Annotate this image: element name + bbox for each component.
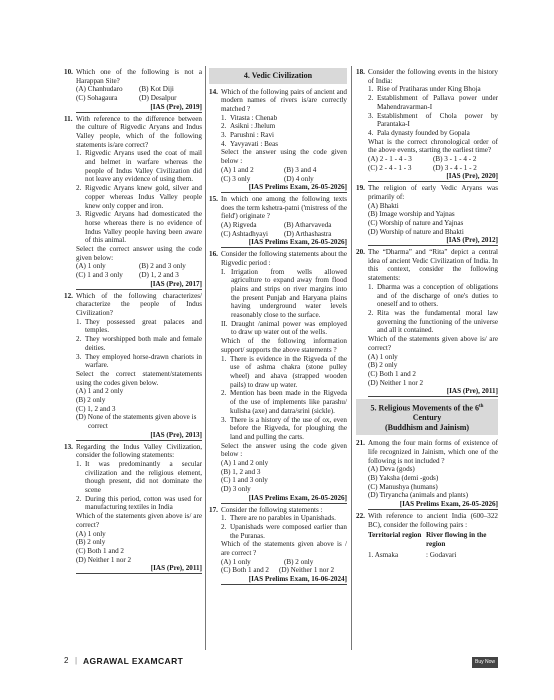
column-1 — [64, 68, 202, 576]
question-17 — [209, 506, 347, 585]
question-20 — [356, 248, 498, 397]
source-citation: [IAS Prelims Exam, 26-05-2026] — [221, 494, 347, 504]
options-row — [221, 166, 347, 175]
statement: 3. Parushni : Ravi — [221, 131, 275, 140]
page-footer — [64, 656, 498, 670]
statement: 3. There is a history of the use of ox, even before the Rigveda, for ploughing the land and pulling the carts. — [221, 415, 347, 441]
question-12 — [64, 292, 202, 441]
column-header: Territorial region — [368, 531, 422, 540]
statement: 2. Asikni : Jhelum — [221, 122, 276, 131]
instruction: Select the answer using the code given below : — [221, 148, 347, 166]
option: (B) Image worship and Yajnas — [368, 210, 455, 219]
column-3 — [356, 68, 498, 560]
option: (C) Both 1 and 2 — [368, 369, 416, 378]
question-14 — [209, 88, 347, 193]
option: (C) 2 - 4 - 1 - 3 — [368, 163, 412, 172]
option: (A) Deva (gods) — [368, 465, 415, 474]
options-row — [76, 262, 202, 271]
question-13 — [64, 443, 202, 575]
instruction: Which of the statements given above is / are correct ? — [221, 540, 347, 558]
question-text: Consider the following statements : — [221, 505, 323, 514]
section-heading: 5. Religious Movements of the 6th Century (Buddhism and Jainism) — [356, 399, 498, 435]
source-citation: [IAS Prelims Exam, 26-05-2026] — [221, 183, 347, 193]
option: (A) 1 and 2 only — [221, 459, 269, 468]
option: (D) Tiryancha (animals and plants) — [368, 491, 468, 500]
question-21 — [356, 439, 498, 510]
option: (C) Ashtadhyayi — [221, 229, 269, 238]
source-citation: [IAS (Pre), 2017] — [76, 280, 202, 290]
option: (D) 3 only — [221, 485, 251, 494]
pairs-table-row — [368, 551, 498, 560]
statement: 2. Mention has been made in the Rigveda of the use of implements like parashu/ kulisha (axe) and datra/srini (sickle). — [221, 389, 347, 415]
question-number: 14. — [209, 87, 218, 96]
option: (C) 1 and 3 only — [221, 476, 268, 485]
option: (A) 1 only — [76, 529, 106, 538]
question-15 — [209, 195, 347, 248]
option: (B) 2 only — [368, 361, 398, 370]
column-divider — [205, 66, 206, 650]
instruction: Which of the statements given above is/ are correct? — [368, 335, 498, 352]
option: (A) Bhakti — [368, 201, 399, 210]
question-number: 18. — [356, 68, 365, 76]
question-10 — [64, 68, 202, 113]
instruction: Select the answer using the code given below : — [221, 441, 347, 459]
instruction: Which of the statements given above is/ are correct? — [76, 512, 202, 529]
option: (C) 1, 2 and 3 — [76, 404, 116, 413]
options-row — [76, 94, 202, 103]
statement: 1. Rigvedic Aryans used the coat of mail and helmet in warfare whereas the people of Indus Valley Civilization did not leave any evidence of using them. — [76, 149, 202, 184]
source-citation: [IAS (Pre), 2012] — [368, 236, 498, 246]
option: (B) 3 - 1 - 4 - 2 — [433, 155, 477, 164]
option: (D) Neither 1 nor 2 — [76, 555, 132, 564]
question-number: 20. — [356, 248, 365, 257]
statement: 1. There are no parables in Upanishads. — [221, 514, 336, 523]
option: (C) Both 1 and 2 — [221, 566, 269, 575]
publisher-logo: AGRAWAL EXAMCART — [83, 656, 184, 666]
question-number: 11. — [64, 114, 73, 123]
source-citation: [IAS Prelims Exam, 26-05-2026] — [368, 500, 498, 510]
option: (D) Worship of nature and Bhakti — [368, 227, 464, 236]
statement: 1. There is evidence in the Rigveda of the use of ashma chakra (stone pulley wheel) and ahava (strapped wooden pails) to draw up water. — [221, 354, 347, 389]
option: (A) 2 - 1 - 4 - 3 — [368, 155, 412, 164]
instruction: Select the correct statement/statements using the codes given below. — [76, 369, 202, 387]
statement: 2. Upanishads were composed earlier than the Puranas. — [221, 522, 347, 540]
statement: 1. It was predominantly a secular civilization and the religious element, though present, did not dominate the scene — [76, 459, 202, 495]
options-row — [221, 558, 347, 567]
question-number: 21. — [356, 439, 365, 448]
statement: I. Irrigation from wells allowed agriculture to expand away from flood plains and strips on river margins into the present Punjab and Haryana plains having underground water levels reasonably close to the surface. — [221, 267, 347, 320]
option: (C) Sohagaura — [76, 94, 118, 103]
option: (D) 3 - 4 - 1 - 2 — [433, 163, 477, 172]
option: (B) 2 only — [284, 557, 314, 566]
question-text: Among the four main forms of existence of life recognized in Jainism, which one of the following is not included ? — [368, 439, 498, 465]
option: (B) Yaksha (demi -gods) — [368, 473, 439, 482]
option: (B) Atharvaveda — [284, 221, 332, 230]
options-row — [221, 566, 347, 575]
question-number: 16. — [209, 250, 218, 259]
option: (B) 2 and 3 only — [139, 262, 186, 271]
option: (B) 2 only — [76, 538, 106, 547]
statement: 1. They possessed great palaces and temples. — [76, 317, 202, 335]
option: (D) Neither 1 nor 2 — [278, 566, 335, 575]
option: (D) Neither 1 nor 2 — [368, 378, 424, 387]
question-number: 17. — [209, 505, 218, 514]
option: (B) 2 only — [76, 396, 106, 405]
section-heading: 4. Vedic Civilization — [209, 68, 347, 84]
statement: 2. During this period, cotton was used for manufacturing textiles in India — [76, 494, 202, 512]
question-22 — [356, 512, 498, 560]
source-citation: [IAS Prelims Exam, 16-06-2024] — [221, 575, 347, 585]
option: (D) 4 only — [284, 174, 314, 183]
statement: 2. Rigvedic Aryans knew gold, silver and copper whereas Indus Valley people knew only copper and iron. — [76, 184, 202, 210]
pairs-table-header — [368, 531, 498, 548]
statement: 1. Rise of Pratiharas under King Bhoja — [368, 85, 481, 94]
instruction: Select the correct answer using the code given below: — [76, 245, 202, 262]
column-divider — [351, 66, 352, 650]
statement: 4. Pala dynasty founded by Gopala — [368, 128, 470, 137]
option: (B) Kot Diji — [139, 85, 174, 94]
question-number: 15. — [209, 194, 218, 203]
table-cell: 1. Asmaka — [368, 550, 399, 559]
question-number: 12. — [64, 291, 73, 300]
question-11 — [64, 115, 202, 290]
option: (C) 3 only — [221, 174, 251, 183]
question-text: Which one of the following is not a Harappan Site? — [76, 68, 202, 85]
statement: 3. Establishment of Chola power by Parantaka-I — [368, 111, 498, 129]
question-text: With reference to the difference between the culture of Rigvedic Aryans and Indus Valley people, which of the following statements is/are correct? — [76, 114, 202, 149]
question-number: 22. — [356, 511, 365, 520]
column-header: River flowing in the region — [426, 531, 487, 548]
options-row — [221, 221, 347, 230]
question-text: Consider the following events in the history of India: — [368, 68, 498, 85]
question-text: In which one among the following texts does the term kshetra-patni ('mistress of the field') originate ? — [221, 194, 347, 221]
table-cell: : Godavari — [426, 550, 457, 559]
question-text: Regarding the Indus Valley Civilization, consider the following statements: — [76, 442, 202, 460]
statement: 2. Rita was the fundamental moral law governing the functioning of the universe and all it contained. — [368, 308, 498, 335]
source-citation: [IAS Prelims Exam, 26-05-2026] — [221, 238, 347, 248]
source-citation: [IAS (Pre), 2020] — [368, 172, 498, 182]
option: (C) Worship of nature and Yajnas — [368, 218, 464, 227]
option: (D) 1, 2 and 3 — [139, 271, 179, 280]
source-citation: [IAS (Pre), 2011] — [368, 387, 498, 397]
question-19 — [356, 184, 498, 246]
buy-now-badge[interactable]: Buy Now — [472, 657, 498, 668]
statement: II. Draught /animal power was employed to draw up water out of the wells. — [221, 319, 347, 337]
instruction: What is the correct chronological order of the above events, starting the earliest time? — [368, 137, 498, 155]
column-2 — [209, 68, 347, 587]
statement: 2. They worshipped both male and female deities. — [76, 335, 202, 352]
page-number: 2 — [64, 656, 69, 665]
question-text: Which of the following pairs of ancient and modern names of rivers is/are correctly matched ? — [221, 87, 347, 113]
separator: | — [75, 656, 78, 665]
question-number: 13. — [64, 442, 73, 451]
question-number: 19. — [356, 184, 365, 193]
statement: 3. Rigvedic Aryans had domesticated the horse whereas there is no evidence of Indus Valley people having been aware of this animal. — [76, 210, 202, 245]
option: (D) Arthashastra — [284, 229, 332, 238]
option: (A) Chanhudaro — [76, 85, 123, 94]
statement: 1. Dharma was a conception of obligations and of the discharge of one's duties to oneself and to others. — [368, 282, 498, 309]
options-row — [368, 164, 498, 173]
option: (B) 1, 2 and 3 — [221, 467, 261, 476]
options-row — [221, 175, 347, 184]
option: (B) 3 and 4 — [284, 165, 317, 174]
option: (A) 1 only — [221, 557, 251, 566]
question-number: 10. — [64, 68, 73, 76]
question-16 — [209, 250, 347, 503]
source-citation: [IAS (Pre), 2019] — [76, 103, 202, 113]
question-text: With reference to ancient India (600–322 BC), consider the following pairs : — [368, 511, 498, 529]
question-text: Consider the following statements about the Rigvedic period : — [221, 250, 347, 267]
options-row — [221, 230, 347, 239]
question-18 — [356, 68, 498, 182]
option: (A) Rigveda — [221, 221, 257, 230]
options-row — [368, 155, 498, 164]
option: (C) Both 1 and 2 — [76, 546, 124, 555]
statement: 4. Yavyavati : Beas — [221, 139, 279, 148]
option: (C) 1 and 3 only — [76, 271, 123, 280]
option: (C) Manushya (humans) — [368, 482, 438, 491]
options-row — [76, 85, 202, 94]
options-row — [76, 271, 202, 280]
option: (A) 1 only — [368, 352, 398, 361]
option: (A) 1 and 2 — [221, 165, 254, 174]
source-citation: [IAS (Pre), 2011] — [76, 564, 202, 574]
option: (D) Desalpur — [139, 94, 177, 103]
statement: 1. Vitasta : Chenab — [221, 113, 278, 122]
question-text: The religion of early Vedic Aryans was primarily of: — [368, 184, 498, 201]
source-citation: [IAS (Pre), 2013] — [76, 431, 202, 441]
option: (A) 1 and 2 only — [76, 387, 124, 396]
statement: 3. They employed horse-drawn chariots in warfare. — [76, 352, 202, 370]
statement: 2. Establishment of Pallava power under Mahendravarman-I — [368, 94, 498, 111]
option: (D) None of the statements given above is correct — [76, 413, 197, 431]
option: (A) 1 only — [76, 262, 106, 271]
question-text: Which of the following characterizes/ characterize the people of Indus Civilization? — [76, 291, 202, 317]
instruction: Which of the following information support/ supports the above statements ? — [221, 337, 347, 354]
question-text: The “Dharma” and “Rita” depict a central idea of ancient Vedic Civilization of India. In this context, consider the following statements: — [368, 248, 498, 283]
